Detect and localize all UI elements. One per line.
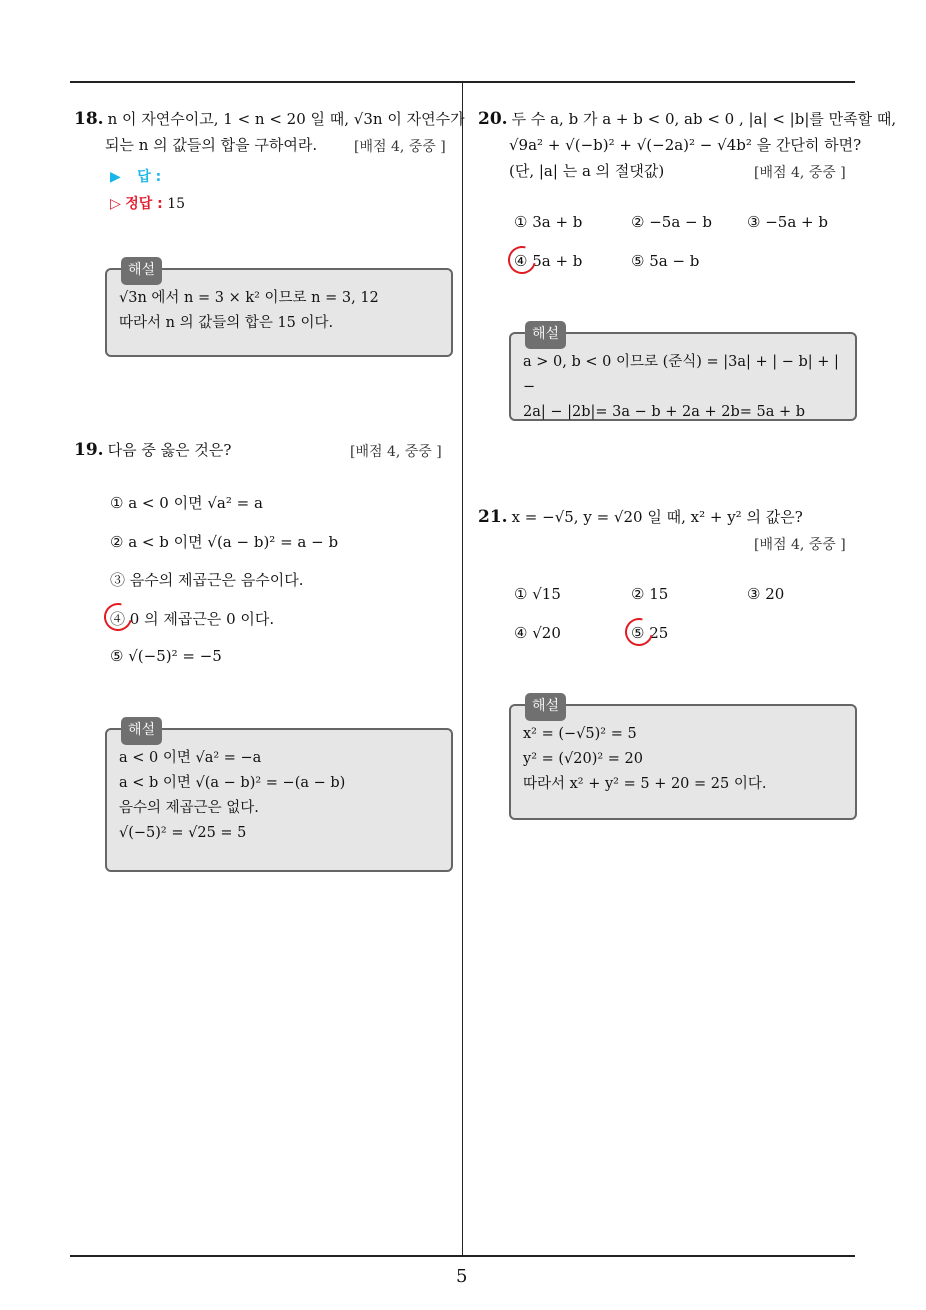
question-text: x = −√5, y = √20 일 때, x² + y² 의 값은? <box>511 508 803 526</box>
correct-value: 15 <box>167 196 186 212</box>
solution-tag: 해설 <box>121 717 162 745</box>
choice-1[interactable]: ① a < 0 이면 √a² = a <box>110 494 263 512</box>
solution-line: a < 0 이면 √a² = −a <box>119 750 262 766</box>
question-text-line2: 되는 n 의 값들의 합을 구하여라. <box>105 136 318 154</box>
choice-5[interactable]: ⑤ 5a − b <box>631 252 700 270</box>
question-number: 18. <box>74 109 104 129</box>
solution-line: a < b 이면 √(a − b)² = −(a − b) <box>119 775 346 791</box>
solution-tag: 해설 <box>525 693 566 721</box>
choice-4[interactable]: ④ 5a + b <box>514 252 583 270</box>
solution-line: a > 0, b < 0 이므로 (준식) = |3a| + | − b| + | − <box>523 354 839 395</box>
solution-line: x² = (−√5)² = 5 <box>523 726 637 742</box>
question-number: 19. <box>74 440 104 460</box>
play-icon: ▶ <box>110 169 121 185</box>
score-meta: [배점 4, 중중 ] <box>350 444 442 460</box>
column-divider <box>462 82 463 1256</box>
choice-2[interactable]: ② 15 <box>631 585 669 603</box>
choice-2[interactable]: ② a < b 이면 √(a − b)² = a − b <box>110 533 339 551</box>
choice-3[interactable]: ③ 음수의 제곱근은 음수이다. <box>110 571 304 589</box>
solution-tag: 해설 <box>121 257 162 285</box>
solution-line: √(−5)² = √25 = 5 <box>119 825 247 841</box>
solution-line: 음수의 제곱근은 없다. <box>119 800 259 816</box>
solution-line: y² = (√20)² = 20 <box>523 751 644 767</box>
choice-1[interactable]: ① √15 <box>514 585 561 603</box>
question-text-line3: (단, |a| 는 a 의 절댓값) <box>509 162 665 180</box>
choice-3[interactable]: ③ −5a + b <box>747 213 828 231</box>
choice-2[interactable]: ② −5a − b <box>631 213 712 231</box>
choice-4[interactable]: ④ √20 <box>514 624 561 642</box>
solution-line: 따라서 n 의 값들의 합은 15 이다. <box>119 315 334 331</box>
page-number: 5 <box>456 1266 468 1287</box>
question-text: 다음 중 옳은 것은? <box>107 441 232 459</box>
correct-label: 정답 : <box>125 196 163 212</box>
solution-line: 2a| − |2b|= 3a − b + 2a + 2b= 5a + b <box>523 404 806 420</box>
choice-3[interactable]: ③ 20 <box>747 585 785 603</box>
solution-tag: 해설 <box>525 321 566 349</box>
question-text: 두 수 a, b 가 a + b < 0, ab < 0 , |a| < |b|를 만족할 때, <box>511 110 897 128</box>
solution-line: √3n 에서 n = 3 × k² 이므로 n = 3, 12 <box>119 290 379 306</box>
solution-box <box>509 326 857 421</box>
question-number: 20. <box>478 109 508 129</box>
answer-circle-mark <box>503 241 541 279</box>
question-number: 21. <box>478 507 508 527</box>
choice-1[interactable]: ① 3a + b <box>514 213 583 231</box>
solution-box <box>105 722 453 872</box>
question-text-line2: √9a² + √(−b)² + √(−2a)² − √4b² 을 간단히 하면? <box>509 136 862 154</box>
solution-box <box>509 698 857 820</box>
outline-play-icon: ▷ <box>110 196 121 212</box>
score-meta: [배점 4, 중중 ] <box>754 537 846 553</box>
choice-5[interactable]: ⑤ 25 <box>631 624 669 642</box>
correct-answer-line <box>110 193 185 213</box>
question-text: n 이 자연수이고, 1 < n < 20 일 때, √3n 이 자연수가 <box>107 110 465 128</box>
answer-line <box>110 166 161 186</box>
solution-box <box>105 262 453 357</box>
score-meta: [배점 4, 중중 ] <box>354 139 446 155</box>
answer-label: 답 : <box>137 169 162 185</box>
solution-line: 따라서 x² + y² = 5 + 20 = 25 이다. <box>523 776 767 792</box>
answer-circle-mark <box>99 598 137 636</box>
choice-4[interactable]: ④ 0 의 제곱근은 0 이다. <box>110 610 275 628</box>
answer-circle-mark <box>620 613 658 651</box>
choice-5[interactable]: ⑤ √(−5)² = −5 <box>110 647 222 665</box>
score-meta: [배점 4, 중중 ] <box>754 165 846 181</box>
